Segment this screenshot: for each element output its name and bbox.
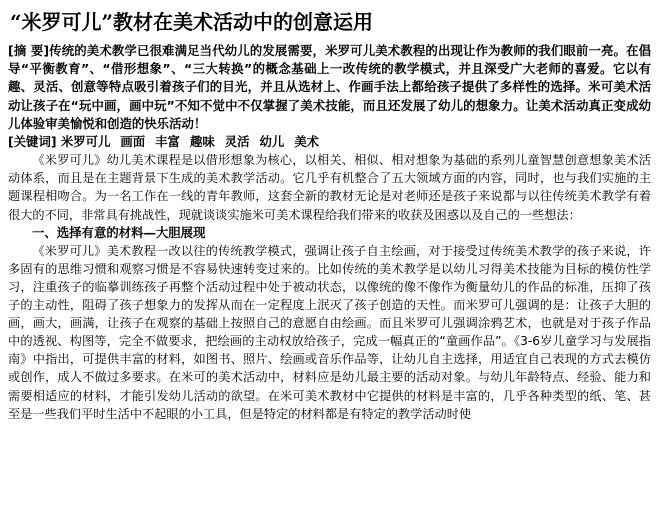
abstract-paragraph [8, 42, 651, 133]
keyword-item: 美术 [294, 134, 320, 150]
intro-paragraph: 《米罗可儿》幼儿美术课程是以借形想象为核心，以相关、相似、相对想象为基础的系列儿童智慧创意想象美术活动体系，而且是在主题背景下生成的美术教学活动。它几乎有机整合了五大领域方面的内容，同时，也与我们实施的主题课程相吻合。为一名工作在一线的青年教师，这套全新的教材无论是对老师还是孩子来说都与以往传统美术教学有着很大的不同，非常具有挑战性，现就谈谈实施米可美术课程给我们带来的收获及困惑以及自己的一些想法： [8, 153, 651, 222]
keywords-label: [关键词] [8, 134, 57, 150]
keyword-item: 画面 [120, 134, 146, 150]
document-title: “米罗可儿”教材在美术活动中的创意运用 [10, 10, 374, 34]
keyword-item: 灵活 [224, 134, 250, 150]
keywords-line [8, 133, 651, 151]
section-heading: 一、选择有意的材料—大胆展现 [32, 224, 206, 240]
keyword-item: 幼儿 [259, 134, 285, 150]
keyword-item: 米罗可儿 [60, 134, 111, 150]
keyword-item: 趣味 [189, 134, 215, 150]
abstract-label: [摘 要] [8, 43, 50, 58]
abstract-text: 传统的美术教学已很难满足当代幼儿的发展需要，米罗可儿美术教程的出现让作为教师的我们眼前一亮。在倡导“平衡教育”、“借形想象”、“三大转换”的概念基础上一改传统的教学模式，并且深受广大老师的喜爱。它以有趣、灵活、创意等特点吸引着孩子们的目光，并且从选材上、作画手法上都给孩子提供了多样性的选择。米可美术活动让孩子在“玩中画，画中玩”不知不觉中不仅掌握了美术技能，而且还发展了幼儿的想象力。让美术活动真正变成幼儿体验审美愉悦和创造的快乐活动！ [8, 43, 652, 131]
section-paragraph: 《米罗可儿》美术教程一改以往的传统教学模式，强调让孩子自主绘画，对于接受过传统美术教学的孩子来说，许多固有的思维习惯和观察习惯是不容易快速转变过来的。比如传统的美术教学是以幼儿习得美术技能为目标的模仿性学习，注重孩子的临摹训练孩子再整个活动过程中处于被动状态，以像统的像不像作为衡量幼儿的作品的标准，压抑了孩子的主动性，阻碍了孩子想象力的发挥从而在一定程度上泯灭了孩子创造的天性。而米罗可儿强调的是：让孩子大胆的画，画大，画满，让孩子在观察的基础上按照自己的意愿自由绘画。而且米罗可儿强调涂鸦艺术，也就是对于孩子作品中的透视、构图等，完全不做要求，把绘画的主动权放给孩子，完成一幅真正的“童画作品”。《3-6岁儿童学习与发展指南》中指出，可提供丰富的材料，如图书、照片、绘画或音乐作品等，让幼儿自主选择，用适宜自己表现的方式去模仿或创作，成人不做过多要求。在米可的美术活动中，材料应是幼儿最主要的活动对象。与幼儿年龄特点、经验、能力和需要相适应的材料，才能引发幼儿活动的欲望。在米可美术教材中它提供的材料是丰富的，几乎各种类型的纸、笔、甚至是一些我们平时生活中不起眼的小工具，但是特定的材料都是有特定的教学活动时使 [8, 243, 651, 421]
keyword-item: 丰富 [155, 134, 180, 150]
